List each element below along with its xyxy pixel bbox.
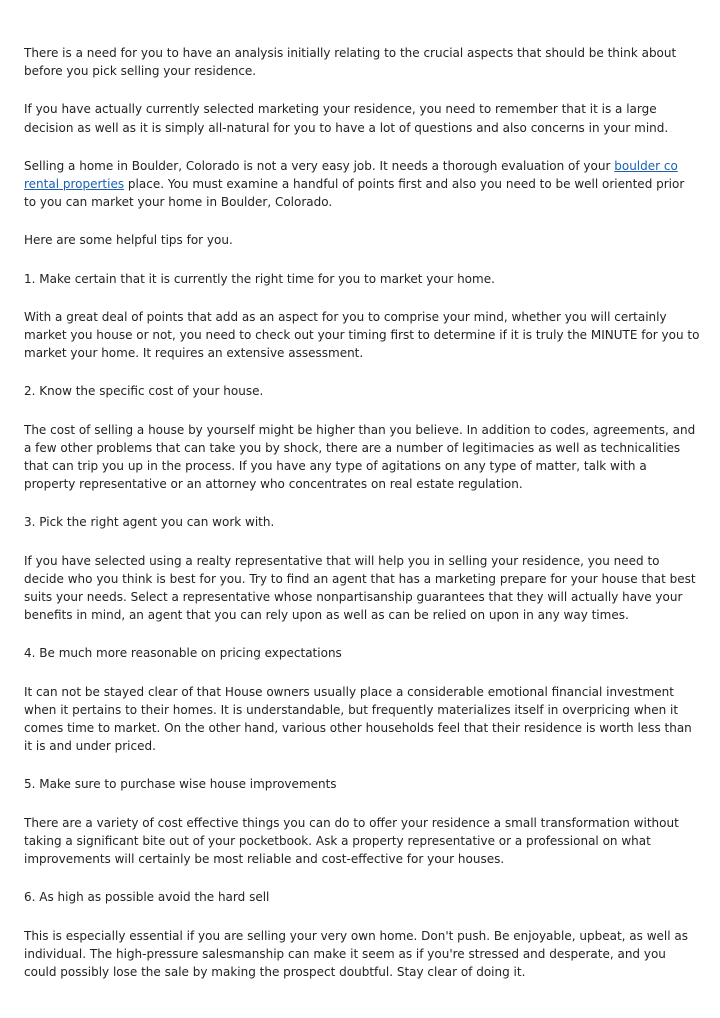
document-body xyxy=(24,44,700,1001)
paragraph-boulder xyxy=(24,157,700,212)
tip-heading-4: 4. Be much more reasonable on pricing expectations xyxy=(24,646,342,661)
tip-heading-6: 6. As high as possible avoid the hard sell xyxy=(24,890,270,905)
tip-body-3: If you have selected using a realty representative that will help you in selling your residence, you need to decide who you think is best for you. Try to find an agent that has a marketing prepare for your house that best suits your needs. Select a representative whose nonpartisanship guarantees that they will actually have your benefits in mind, an agent that you can rely upon as well as can be relied on upon in any way times. xyxy=(24,553,696,623)
tip-heading-2: 2. Know the specific cost of your house. xyxy=(24,384,264,399)
paragraph-boulder-after: place. You must examine a handful of points first and also you need to be well oriented prior to you can market your home in Boulder, Colorado. xyxy=(24,177,685,210)
tip-body-6: This is especially essential if you are selling your very own home. Don't push. Be enjoyable, upbeat, as well as individual. The high-pressure salesmanship can make it seem as if you're stressed and desperate, and you could possibly lose the sale by making the prospect doubtful. Stay clear of doing it. xyxy=(24,928,688,979)
tip-body-4: It can not be stayed clear of that House owners usually place a considerable emotional financial investment when it pertains to their homes. It is understandable, but frequently materializes itself in overpricing when it comes time to market. On the other hand, various other households feel that their residence is worth less than it is and under priced. xyxy=(24,684,692,754)
paragraph-intro: There is a need for you to have an analysis initially relating to the crucial aspects that should be think about before you pick selling your residence. xyxy=(24,46,677,79)
boulder-rental-properties-link[interactable]: boulder co rental properties xyxy=(24,158,678,192)
paragraph-tips-intro: Here are some helpful tips for you. xyxy=(24,233,233,248)
tip-body-5: There are a variety of cost effective things you can do to offer your residence a small transformation without taking a significant bite out of your pocketbook. Ask a property representative or a professional on what improvements will certainly be most reliable and cost-effective for your houses. xyxy=(24,815,679,867)
tip-heading-1: 1. Make certain that it is currently the right time for you to market your home. xyxy=(24,271,495,286)
paragraph-boulder-before: Selling a home in Boulder, Colorado is not a very easy job. It needs a thorough evaluation of your xyxy=(24,158,615,173)
tip-body-1: With a great deal of points that add as an aspect for you to comprise your mind, whether you will certainly market you house or not, you need to check out your timing first to determine if it is truly the MINUTE for you to market your home. It requires an extensive assessment. xyxy=(24,309,700,361)
tip-body-2: The cost of selling a house by yourself might be higher than you believe. In addition to codes, agreements, and a few other problems that can take you by shock, there are a number of legitimacies as well as technicalities that can trip you up in the process. If you have any type of agitations on any type of matter, talk with a property representative or an attorney who concentrates on real estate regulation. xyxy=(24,422,696,492)
tip-heading-3: 3. Pick the right agent you can work with. xyxy=(24,515,275,530)
tip-heading-5: 5. Make sure to purchase wise house improvements xyxy=(24,777,337,792)
paragraph-decision: If you have actually currently selected marketing your residence, you need to remember that it is a large decision as well as it is simply all-natural for you to have a lot of questions and also concerns in your mind. xyxy=(24,102,669,135)
